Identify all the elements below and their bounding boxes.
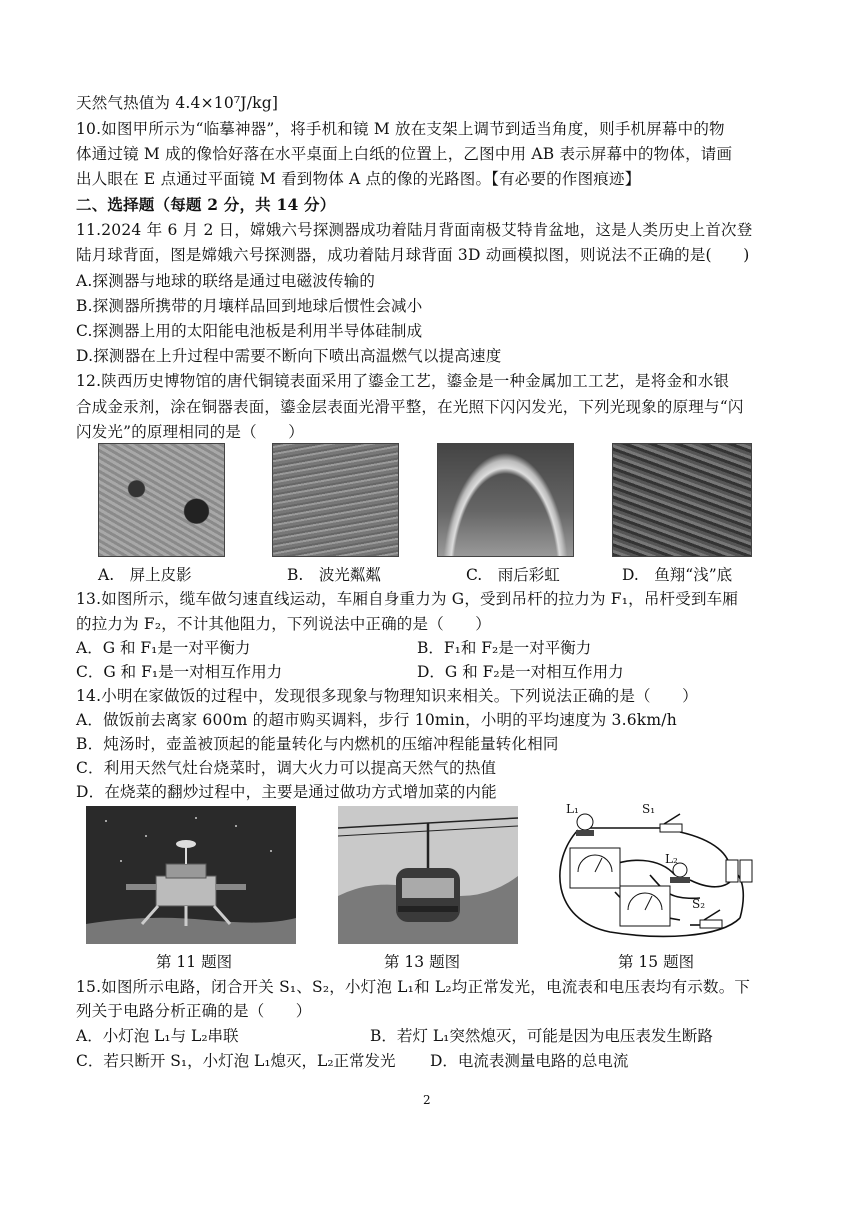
question-11-line: 陆月球背面，图是嫦娥六号探测器，成功着陆月球背面 3D 动画模拟图，则说法不正确的是( ): [76, 246, 750, 264]
question-12-line: 闪发光”的原理相同的是（ ）: [76, 423, 304, 441]
question-13-option-c: C．G 和 F₁是一对相互作用力: [76, 663, 283, 681]
figure-11-caption: 第 11 题图: [156, 953, 233, 971]
text-line: 天然气热值为 4.4×10⁷J/kg]: [76, 94, 279, 112]
question-13-line: 的拉力为 F₂，不计其他阻力，下列说法中正确的是（ ）: [76, 615, 491, 633]
question-11-option: B.探测器所携带的月壤样品回到地球后惯性会减小: [76, 297, 423, 315]
figure-13-caption: 第 13 题图: [384, 953, 461, 971]
page-number: 2: [423, 1093, 431, 1107]
option-c-caption: C. 雨后彩虹: [466, 566, 560, 584]
question-10-line: 体通过镜 M 成的像恰好落在水平桌面上白纸的位置上，乙图中用 AB 表示屏幕中的物体，请画: [76, 145, 733, 163]
question-15-option-b: B．若灯 L₁突然熄灭，可能是因为电压表发生断路: [370, 1027, 713, 1045]
cable-car-figure: [338, 806, 518, 944]
figure-15-caption: 第 15 题图: [618, 953, 695, 971]
option-b-caption: B. 波光粼粼: [287, 566, 381, 584]
question-15-option-a: A．小灯泡 L₁与 L₂串联: [76, 1027, 239, 1045]
option-a-caption: A. 屏上皮影: [98, 566, 192, 584]
question-12-line: 合成金汞剂，涂在铜器表面，鎏金层表面光滑平整，在光照下闪闪发光，下列光现象的原理与“闪: [76, 398, 744, 416]
question-14-option: C．利用天然气灶台烧菜时，调大火力可以提高天然气的热值: [76, 759, 497, 777]
question-15-line: 15.如图所示电路，闭合开关 S₁、S₂，小灯泡 L₁和 L₂均正常发光，电流表和电压表均有示数。下: [76, 978, 751, 996]
question-13-line: 13.如图所示，缆车做匀速直线运动，车厢自身重力为 G，受到吊杆的拉力为 F₁，吊杆受到车厢: [76, 590, 739, 608]
section-heading: 二、选择题（每题 2 分，共 14 分）: [76, 195, 336, 214]
label-s1: S₁: [642, 802, 656, 816]
question-15-option-c: C．若只断开 S₁，小灯泡 L₁熄灭，L₂正常发光: [76, 1052, 396, 1070]
question-15-option-d: D．电流表测量电路的总电流: [430, 1052, 629, 1070]
question-13-option-b: B．F₁和 F₂是一对平衡力: [417, 639, 592, 657]
label-s2: S₂: [692, 897, 706, 911]
water-ripple-image: [272, 443, 399, 557]
question-13-option-d: D．G 和 F₂是一对相互作用力: [417, 663, 624, 681]
question-13-option-a: A．G 和 F₁是一对平衡力: [76, 639, 251, 657]
fish-in-water-image: [612, 443, 752, 557]
option-d-caption: D. 鱼翔“浅”底: [622, 566, 733, 584]
rainbow-image: [437, 443, 574, 557]
lunar-lander-figure: [86, 806, 296, 944]
label-l2: L₂: [665, 852, 678, 866]
shadow-puppet-image: [98, 443, 225, 557]
question-15-line: 列关于电路分析正确的是（ ）: [76, 1002, 312, 1020]
question-10-line: 出人眼在 E 点通过平面镜 M 看到物体 A 点的像的光路图。【有必要的作图痕迹】: [76, 170, 641, 188]
question-11-option: C.探测器上用的太阳能电池板是利用半导体硅制成: [76, 322, 423, 340]
circuit-figure: [540, 800, 780, 945]
question-11-option: A.探测器与地球的联络是通过电磁波传输的: [76, 272, 376, 290]
question-10-line: 10.如图甲所示为“临摹神器”，将手机和镜 M 放在支架上调节到适当角度，则手机屏幕中的物: [76, 120, 725, 138]
label-l1: L₁: [566, 802, 579, 816]
question-14-option: A．做饭前去离家 600m 的超市购买调料，步行 10min，小明的平均速度为 3.6km/h: [76, 711, 677, 729]
question-14-option: B．炖汤时，壶盖被顶起的能量转化与内燃机的压缩冲程能量转化相同: [76, 735, 559, 753]
question-14-option: D．在烧菜的翻炒过程中，主要是通过做功方式增加菜的内能: [76, 783, 497, 801]
question-11-line: 11.2024 年 6 月 2 日，嫦娥六号探测器成功着陆月背面南极艾特肯盆地，这是人类历史上首次登: [76, 221, 753, 239]
question-14-line: 14.小明在家做饭的过程中，发现很多现象与物理知识来相关。下列说法正确的是（ ）: [76, 687, 698, 705]
question-11-option: D.探测器在上升过程中需要不断向下喷出高温燃气以提高速度: [76, 347, 502, 365]
question-12-line: 12.陕西历史博物馆的唐代铜镜表面采用了鎏金工艺，鎏金是一种金属加工工艺，是将金和水银: [76, 372, 730, 390]
